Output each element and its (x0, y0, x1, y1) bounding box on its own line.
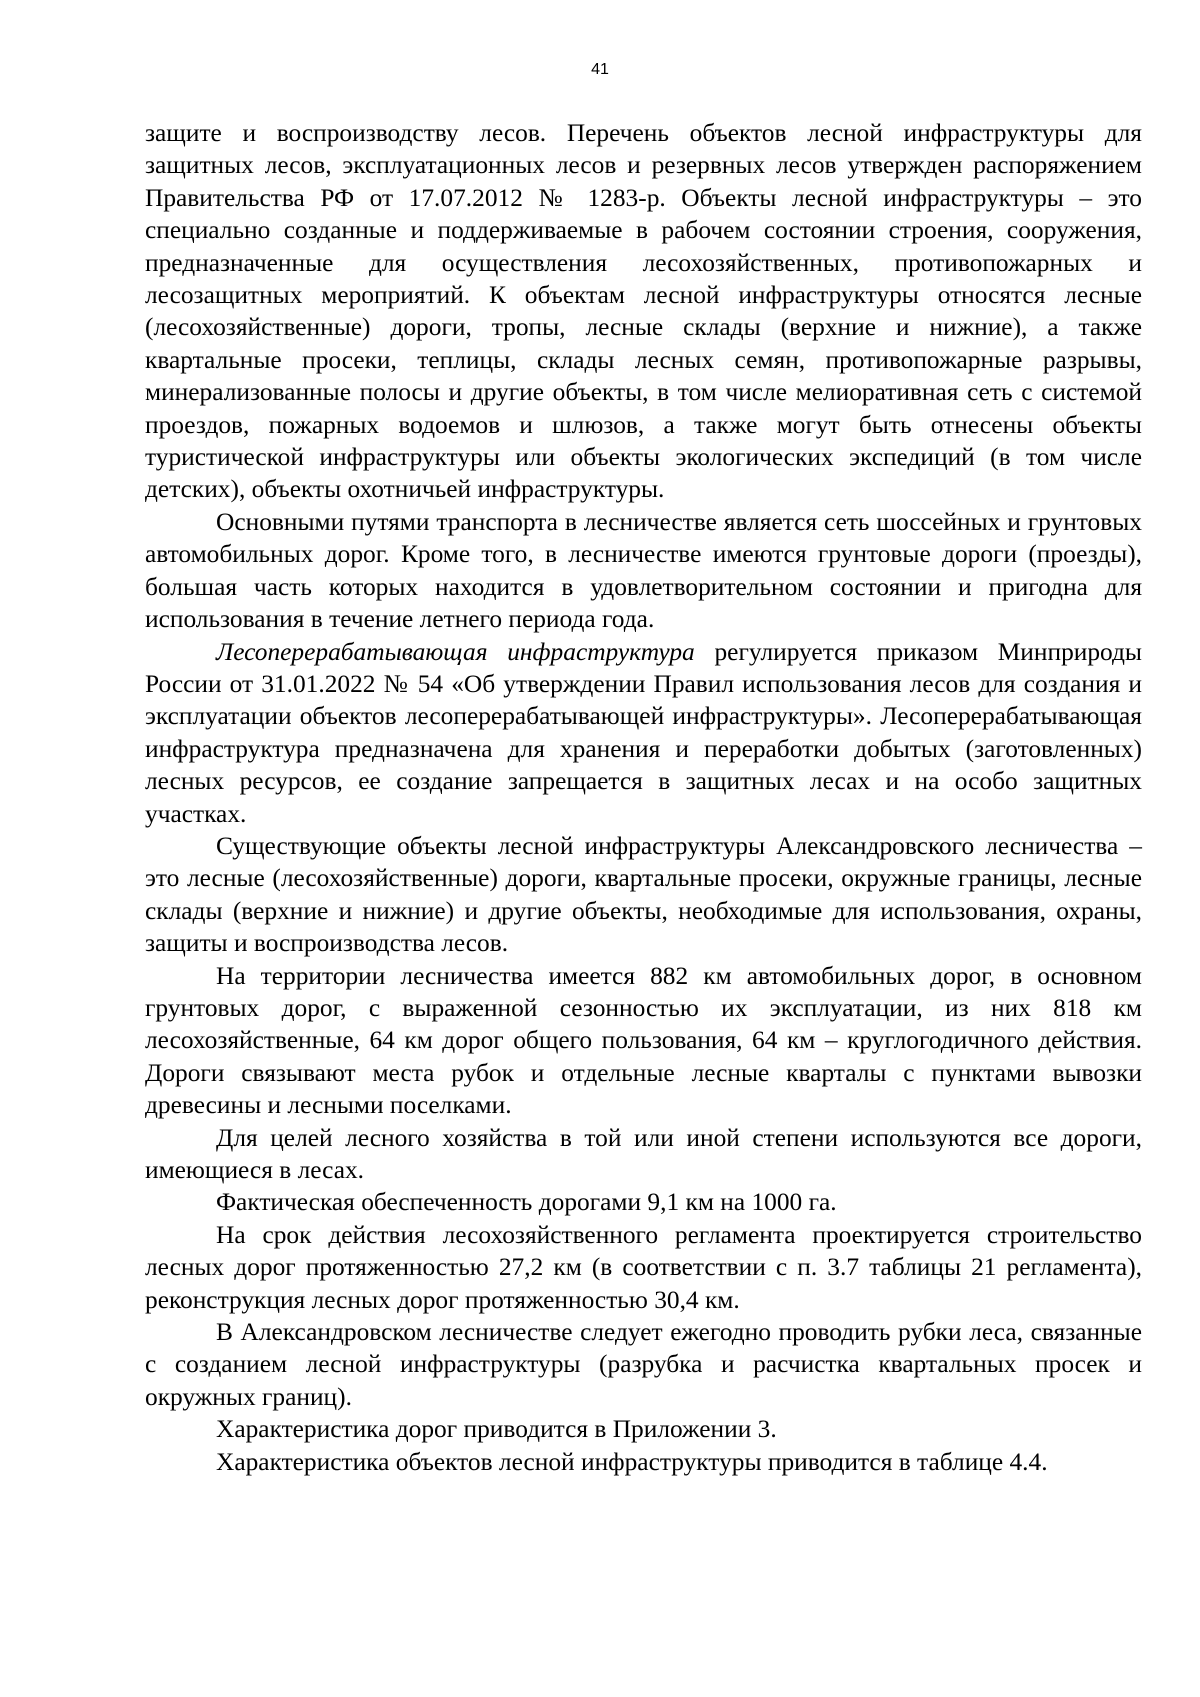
body-text (145, 117, 1142, 1478)
paragraph-3 (145, 636, 1142, 830)
paragraph-2: Основными путями транспорта в лесничестве является сеть шоссейных и грунтовых автомобильных дорог. Кроме того, в лесничестве имеются грунтовые дороги (проезды), большая часть которых находится в удовлетворительном состоянии и пригодна для использования в течение летнего периода года. (145, 507, 1142, 634)
paragraph-1: защите и воспроизводству лесов. Перечень объектов лесной инфраструктуры для защитных лесов, эксплуатационных лесов и резервных лесов утвержден распоряжением Правительства РФ от 17.07.2012 № 1283-р. Объекты лесной инфраструктуры – это специально созданные и поддерживаемые в рабочем состоянии строения, сооружения, предназначенные для осуществления лесохозяйственных, противопожарных и лесозащитных мероприятий. К объектам лесной инфраструктуры относятся лесные (лесохозяйственные) дороги, тропы, лесные склады (верхние и нижние), а также квартальные просеки, теплицы, склады лесных семян, противопожарные разрывы, минерализованные полосы и другие объекты, в том числе мелиоративная сеть с системой проездов, пожарных водоемов и шлюзов, а также могут быть отнесены объекты туристической инфраструктуры или объекты экологических экспедиций (в том числе детских), объекты охотничьей инфраструктуры. (145, 119, 1142, 504)
paragraph-5: На территории лесничества имеется 882 км автомобильных дорог, в основном грунтовых дорог, с выраженной сезонностью их эксплуатации, из них 818 км лесохозяйственные, 64 км дорог общего пользования, 64 км – круглогодичного действия. Дороги связывают места рубок и отдельные лесные кварталы с пунктами вывозки древесины и лесными поселками. (145, 961, 1142, 1120)
paragraph-11: Характеристика объектов лесной инфраструктуры приводится в таблице 4.4. (216, 1447, 1048, 1476)
paragraph-9: В Александровском лесничестве следует ежегодно проводить рубки леса, связанные с созданием лесной инфраструктуры (разрубка и расчистка квартальных просек и окружных границ). (145, 1318, 1142, 1411)
italic-term: Лесоперерабатывающая инфраструктура (216, 637, 695, 666)
paragraph-7: Фактическая обеспеченность дорогами 9,1 км на 1000 га. (216, 1188, 837, 1217)
paragraph-10: Характеристика дорог приводится в Приложении 3. (216, 1415, 777, 1444)
paragraph-8: На срок действия лесохозяйственного регламента проектируется строительство лесных дорог протяженностью 27,2 км (в соответствии с п. 3.7 таблицы 21 регламента), реконструкция лесных дорог протяженностью 30,4 км. (145, 1220, 1142, 1314)
page-number: 41 (591, 61, 609, 78)
paragraph-3-text: регулируется приказом Минприроды России от 31.01.2022 № 54 «Об утверждении Правил использования лесов для создания и эксплуатации объектов лесоперерабатывающей инфраструктуры». Лесоперерабатывающая инфраструктура предназначена для хранения и переработки добытых (заготовленных) лесных ресурсов, ее создание запрещается в защитных лесах и на особо защитных участках. (145, 637, 1142, 828)
paragraph-4: Существующие объекты лесной инфраструктуры Александровского лесничества – это лесные (лесохозяйственные) дороги, квартальные просеки, окружные границы, лесные склады (верхние и нижние) и другие объекты, необходимые для использования, охраны, защиты и воспроизводства лесов. (145, 831, 1142, 958)
paragraph-6: Для целей лесного хозяйства в той или иной степени используются все дороги, имеющиеся в лесах. (145, 1123, 1142, 1184)
